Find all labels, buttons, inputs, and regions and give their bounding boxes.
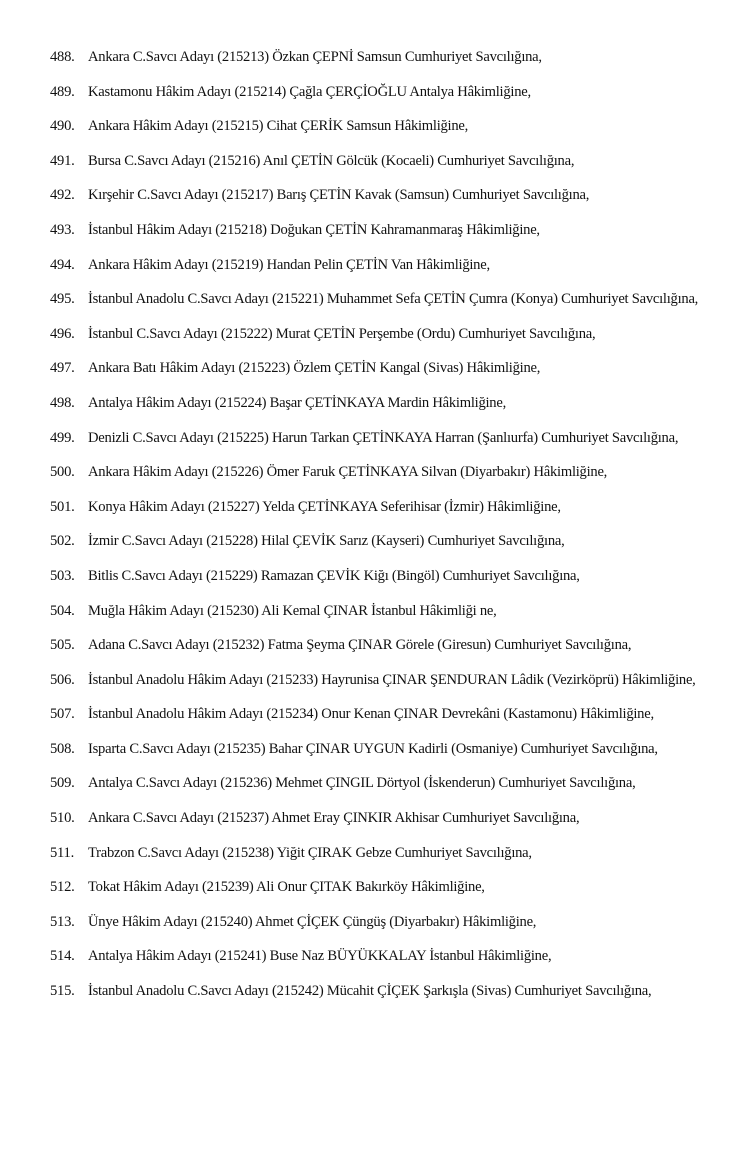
list-item (0, 697, 752, 732)
item-text: Antalya Hâkim Adayı (215241) Buse Naz BÜYÜKKALAY İstanbul Hâkimliğine, (88, 948, 552, 965)
item-text: İzmir C.Savcı Adayı (215228) Hilal ÇEVİK Sarız (Kayseri) Cumhuriyet Savcılığına, (88, 533, 565, 550)
item-text: Kırşehir C.Savcı Adayı (215217) Barış ÇETİN Kavak (Samsun) Cumhuriyet Savcılığına, (88, 187, 590, 204)
item-number: 506. (50, 671, 75, 688)
item-number: 496. (50, 325, 75, 342)
item-text: İstanbul Anadolu C.Savcı Adayı (215242) Mücahit ÇİÇEK Şarkışla (Sivas) Cumhuriyet Savcılığına, (88, 983, 652, 1000)
item-text: Ankara C.Savcı Adayı (215213) Özkan ÇEPNİ Samsun Cumhuriyet Savcılığına, (88, 49, 542, 65)
item-number: 514. (50, 948, 75, 965)
list-item (0, 282, 752, 317)
list-item (0, 766, 752, 801)
item-number: 504. (50, 602, 75, 619)
item-number: 495. (50, 291, 75, 308)
list-item (0, 836, 752, 871)
item-number: 499. (50, 429, 75, 446)
item-text: İstanbul C.Savcı Adayı (215222) Murat ÇETİN Perşembe (Ordu) Cumhuriyet Savcılığına, (88, 325, 596, 342)
item-number: 512. (50, 879, 75, 896)
item-text: Ankara C.Savcı Adayı (215237) Ahmet Eray ÇINKIR Akhisar Cumhuriyet Savcılığına, (88, 810, 580, 827)
list-item (0, 248, 752, 283)
item-number: 490. (50, 118, 75, 135)
item-text: Kastamonu Hâkim Adayı (215214) Çağla ÇERÇİOĞLU Antalya Hâkimliğine, (88, 83, 531, 100)
item-number: 498. (50, 394, 75, 411)
list-item (0, 144, 752, 179)
list-item (0, 421, 752, 456)
item-text: Trabzon C.Savcı Adayı (215238) Yiğit ÇIRAK Gebze Cumhuriyet Savcılığına, (88, 844, 532, 861)
list-item (0, 628, 752, 663)
item-number: 500. (50, 464, 75, 481)
item-text: İstanbul Anadolu C.Savcı Adayı (215221) Muhammet Sefa ÇETİN Çumra (Konya) Cumhuriyet Savcılığına, (88, 291, 699, 308)
list-item (0, 178, 752, 213)
item-text: Ünye Hâkim Adayı (215240) Ahmet ÇİÇEK Çüngüş (Diyarbakır) Hâkimliğine, (88, 913, 537, 930)
list-item (0, 213, 752, 248)
list-item (0, 870, 752, 905)
item-number: 505. (50, 637, 75, 654)
item-text: Denizli C.Savcı Adayı (215225) Harun Tarkan ÇETİNKAYA Harran (Şanlıurfa) Cumhuriyet Savcılığına, (88, 429, 679, 446)
item-text: Bitlis C.Savcı Adayı (215229) Ramazan ÇEVİK Kiğı (Bingöl) Cumhuriyet Savcılığına, (88, 567, 580, 584)
list-item (0, 905, 752, 940)
item-number: 502. (50, 533, 75, 550)
item-number: 508. (50, 740, 75, 757)
item-text: Ankara Hâkim Adayı (215226) Ömer Faruk ÇETİNKAYA Silvan (Diyarbakır) Hâkimliğine, (88, 464, 608, 481)
list-item (0, 559, 752, 594)
item-number: 507. (50, 706, 75, 723)
item-number: 509. (50, 775, 75, 792)
item-number: 503. (50, 567, 75, 584)
list-item (0, 524, 752, 559)
item-text: Adana C.Savcı Adayı (215232) Fatma Şeyma ÇINAR Görele (Giresun) Cumhuriyet Savcılığına, (88, 637, 632, 654)
item-text: Isparta C.Savcı Adayı (215235) Bahar ÇINAR UYGUN Kadirli (Osmaniye) Cumhuriyet Savcılığına, (88, 740, 658, 757)
list-item (0, 594, 752, 629)
item-number: 488. (50, 49, 75, 65)
item-number: 494. (50, 256, 75, 273)
item-number: 513. (50, 913, 75, 930)
list-item (0, 386, 752, 421)
item-text: Ankara Batı Hâkim Adayı (215223) Özlem ÇETİN Kangal (Sivas) Hâkimliğine, (88, 360, 541, 377)
list-item (0, 455, 752, 490)
list-item (0, 75, 752, 110)
item-number: 497. (50, 360, 75, 377)
item-text: Bursa C.Savcı Adayı (215216) Anıl ÇETİN Gölcük (Kocaeli) Cumhuriyet Savcılığına, (88, 152, 575, 169)
item-number: 491. (50, 152, 75, 169)
item-text: Konya Hâkim Adayı (215227) Yelda ÇETİNKAYA Seferihisar (İzmir) Hâkimliğine, (88, 498, 561, 515)
item-text: İstanbul Anadolu Hâkim Adayı (215234) Onur Kenan ÇINAR Devrekâni (Kastamonu) Hâkimliğine, (88, 706, 654, 723)
item-text: İstanbul Anadolu Hâkim Adayı (215233) Hayrunisa ÇINAR ŞENDURAN Lâdik (Vezirköprü) Hâkimliğine, (88, 671, 696, 688)
item-text: Muğla Hâkim Adayı (215230) Ali Kemal ÇINAR İstanbul Hâkimliği ne, (88, 602, 497, 619)
list-item (0, 974, 752, 1009)
list-item (0, 663, 752, 698)
list-item (0, 40, 752, 75)
item-text: Antalya Hâkim Adayı (215224) Başar ÇETİNKAYA Mardin Hâkimliğine, (88, 394, 506, 411)
item-text: Ankara Hâkim Adayı (215219) Handan Pelin ÇETİN Van Hâkimliğine, (88, 256, 490, 273)
item-number: 492. (50, 187, 75, 204)
list-item (0, 490, 752, 525)
item-number: 489. (50, 83, 75, 100)
item-number: 493. (50, 221, 75, 238)
appointment-list (0, 40, 752, 1009)
item-number: 515. (50, 983, 75, 1000)
item-number: 501. (50, 498, 75, 515)
item-text: Antalya C.Savcı Adayı (215236) Mehmet ÇINGIL Dörtyol (İskenderun) Cumhuriyet Savcılığına, (88, 775, 636, 792)
list-item (0, 351, 752, 386)
list-item (0, 317, 752, 352)
item-text: Ankara Hâkim Adayı (215215) Cihat ÇERİK Samsun Hâkimliğine, (88, 118, 469, 135)
item-number: 511. (50, 844, 74, 861)
item-number: 510. (50, 810, 75, 827)
list-item (0, 732, 752, 767)
list-item (0, 801, 752, 836)
item-text: İstanbul Hâkim Adayı (215218) Doğukan ÇETİN Kahramanmaraş Hâkimliğine, (88, 221, 540, 238)
list-item (0, 939, 752, 974)
item-text: Tokat Hâkim Adayı (215239) Ali Onur ÇITAK Bakırköy Hâkimliğine, (88, 879, 485, 896)
list-item (0, 109, 752, 144)
